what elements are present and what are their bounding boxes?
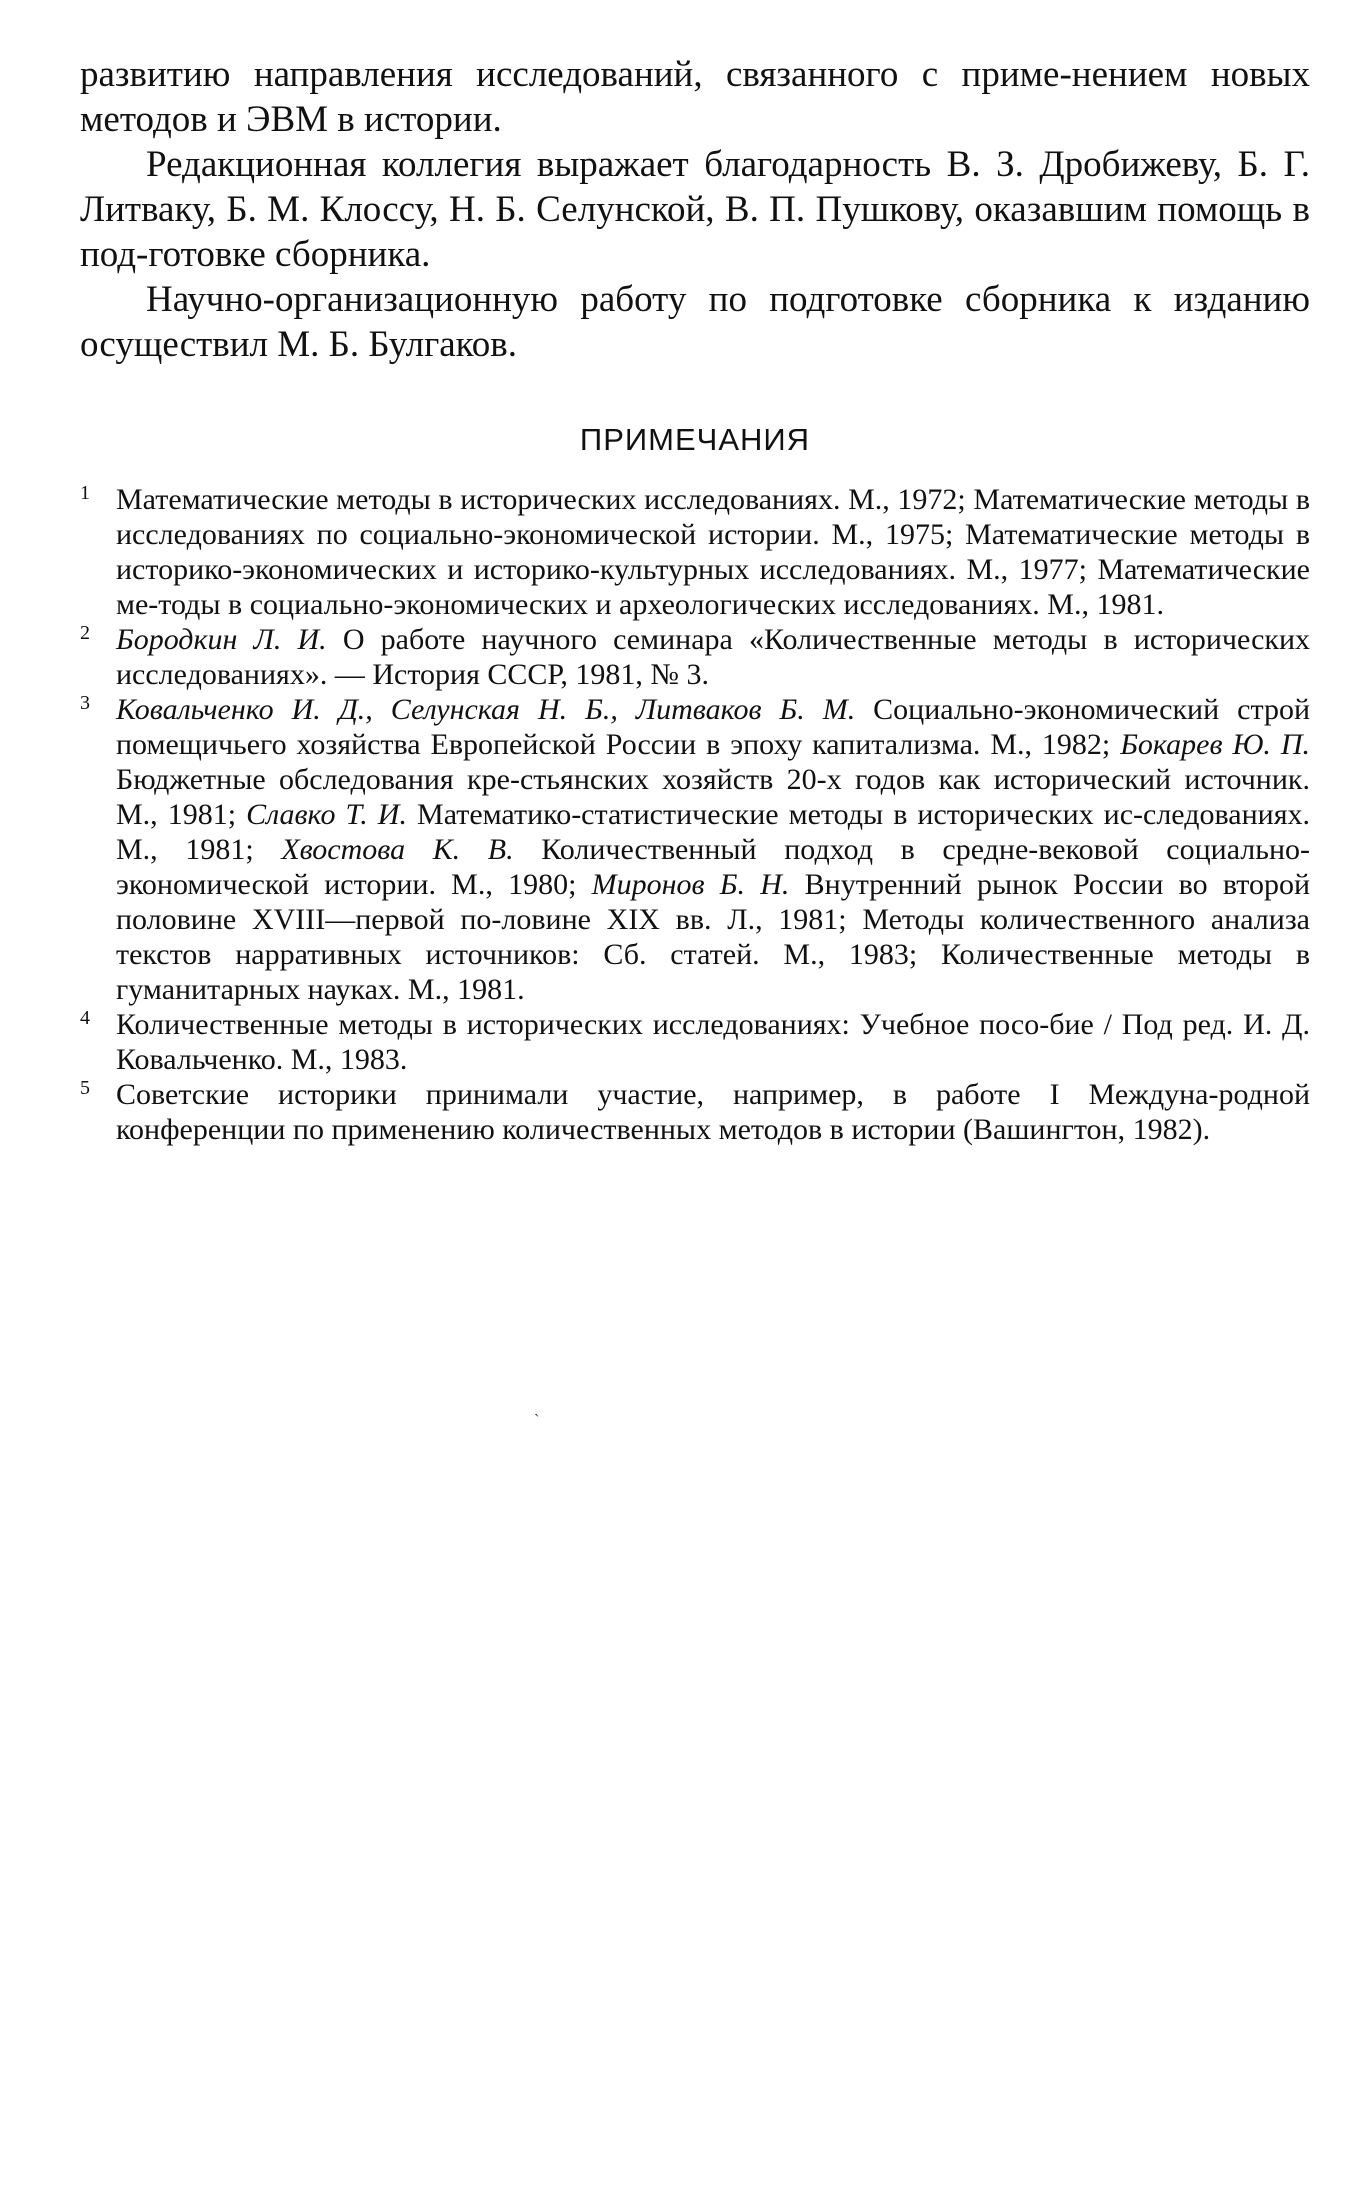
- footnote-author: Миронов Б. Н.: [591, 868, 790, 901]
- footnote: [80, 1077, 1310, 1147]
- footnote-author: Хвостова К. В.: [281, 833, 514, 866]
- notes-list: [80, 482, 1310, 1147]
- footnote-number: 4: [80, 1007, 90, 1029]
- document-page: [80, 52, 1310, 1147]
- stray-mark: ˋ: [534, 1412, 540, 1429]
- footnote-text: Внутренний рынок России во второй половине XVIII—первой по-ловине XIX вв. Л., 1981; Методы количественного анализа текстов нарративных источников: Сб. статей. М., 1983; Количественные методы в гуманитарных науках. М., 1981.: [116, 868, 1311, 1006]
- footnote-text: Бюджетные обследования кре-стьянских хозяйств 20-х годов как исторический источник. М., 1981;: [116, 763, 1310, 831]
- footnote: [80, 482, 1310, 622]
- footnote-number: 2: [80, 622, 90, 644]
- footnote: [80, 1007, 1310, 1077]
- footnote: [80, 692, 1310, 1007]
- organization-paragraph: Научно-организационную работу по подготовке сборника к изданию осуществил М. Б. Булгаков.: [80, 279, 1310, 365]
- footnote-text: Количественные методы в исторических исследованиях: Учебное посо-бие / Под ред. И. Д. Ковальченко. М., 1983.: [116, 1008, 1310, 1076]
- footnote-author: Бородкин Л. И.: [116, 623, 327, 656]
- footnote-author: Славко Т. И.: [246, 798, 407, 831]
- footnote-number: 1: [80, 482, 90, 504]
- footnote-text: Социально-экономический строй помещичьего хозяйства Европейской России в эпоху капитализма. М., 1982;: [116, 693, 1310, 761]
- footnote-text: Математические методы в исторических исследованиях. М., 1972; Математические методы в исследованиях по социально-экономической истории. М., 1975; Математические методы в историко-экономических и историко-культурных исследованиях. М., 1977; Математические ме-тоды в социально-экономических и археологических исследованиях. М., 1981.: [116, 483, 1310, 621]
- footnote-author: Ковальченко И. Д., Селунская Н. Б., Литваков Б. М.: [116, 693, 856, 726]
- footnote-author: Бокарев Ю. П.: [1120, 728, 1311, 761]
- footnote-text: Советские историки принимали участие, например, в работе I Междуна-родной конференции по применению количественных методов в истории (Вашингтон, 1982).: [116, 1078, 1310, 1146]
- footnote-text: Математико-статистические методы в исторических ис-следованиях. М., 1981;: [116, 798, 1310, 866]
- intro-paragraph-1: развитию направления исследований, связанного с приме-нением новых методов и ЭВМ в истории.: [80, 54, 1310, 140]
- footnote-number: 3: [80, 692, 90, 714]
- footnote: [80, 622, 1310, 692]
- acknowledgements-paragraph: Редакционная коллегия выражает благодарность В. З. Дробижеву, Б. Г. Литваку, Б. М. Клоссу, Н. Б. Селунской, В. П. Пушкову, оказавшим помощь в под-готовке сборника.: [80, 144, 1310, 275]
- footnote-number: 5: [80, 1077, 90, 1099]
- footnote-text: О работе научного семинара «Количественные методы в исторических исследованиях». — История СССР, 1981, № 3.: [116, 623, 1311, 691]
- footnote-text: Количественный подход в средне-вековой социально-экономической истории. М., 1980;: [116, 833, 1311, 901]
- notes-title: ПРИМЕЧАНИЯ: [579, 422, 811, 457]
